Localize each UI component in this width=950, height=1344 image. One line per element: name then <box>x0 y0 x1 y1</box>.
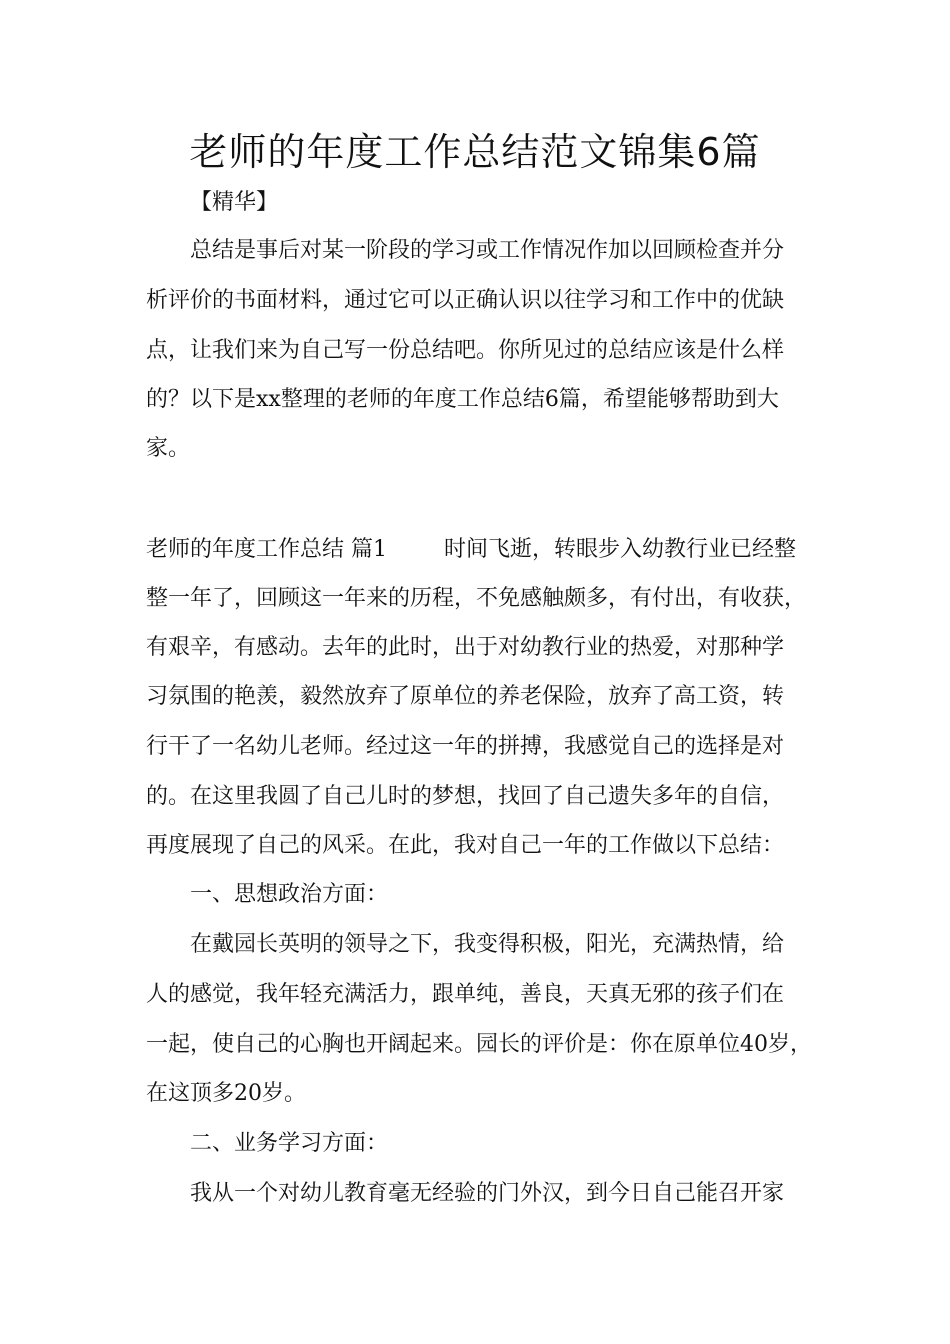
paragraph-line: 人的感觉，我年轻充满活力，跟单纯，善良，天真无邪的孩子们在 <box>146 982 785 1007</box>
paragraph-line: 我从一个对幼儿教育毫无经验的门外汉，到今日自己能召开家 <box>190 1181 785 1206</box>
tag-label: 【精华】 <box>190 190 279 215</box>
subsection-heading: 二、业务学习方面： <box>190 1131 389 1156</box>
paragraph-line: 一起，使自己的心胸也开阔起来。园长的评价是：你在原单位40岁， <box>146 1032 812 1057</box>
intro-line: 析评价的书面材料，通过它可以正确认识以往学习和工作中的优缺 <box>146 288 785 313</box>
paragraph-line: 整一年了，回顾这一年来的历程，不免感触颇多，有付出，有收获， <box>146 586 807 611</box>
subsection-heading: 一、思想政治方面： <box>190 882 389 907</box>
paragraph-line: 的。在这里我圆了自己儿时的梦想，找回了自己遗失多年的自信， <box>146 784 785 809</box>
document-title: 老师的年度工作总结范文锦集6篇 <box>189 130 761 174</box>
paragraph-line: 有艰辛，有感动。去年的此时，出于对幼教行业的热爱，对那种学 <box>146 635 785 660</box>
paragraph-line: 再度展现了自己的风采。在此，我对自己一年的工作做以下总结： <box>146 833 785 858</box>
paragraph-line: 在戴园长英明的领导之下，我变得积极，阳光，充满热情，给 <box>190 932 785 957</box>
paragraph-line: 习氛围的艳羡，毅然放弃了原单位的养老保险，放弃了高工资，转 <box>146 684 785 709</box>
paragraph-line: 行干了一名幼儿老师。经过这一年的拼搏，我感觉自己的选择是对 <box>146 734 785 759</box>
intro-line: 家。 <box>146 436 191 461</box>
section-heading: 老师的年度工作总结 篇1 <box>146 537 387 562</box>
intro-line: 点，让我们来为自己写一份总结吧。你所见过的总结应该是什么样 <box>146 338 785 363</box>
paragraph-line: 在这顶多20岁。 <box>146 1081 306 1106</box>
intro-line: 的？以下是xx整理的老师的年度工作总结6篇，希望能够帮助到大 <box>146 387 779 412</box>
paragraph-line: 时间飞逝，转眼步入幼教行业已经整 <box>444 537 797 562</box>
intro-line: 总结是事后对某一阶段的学习或工作情况作加以回顾检查并分 <box>190 238 785 263</box>
